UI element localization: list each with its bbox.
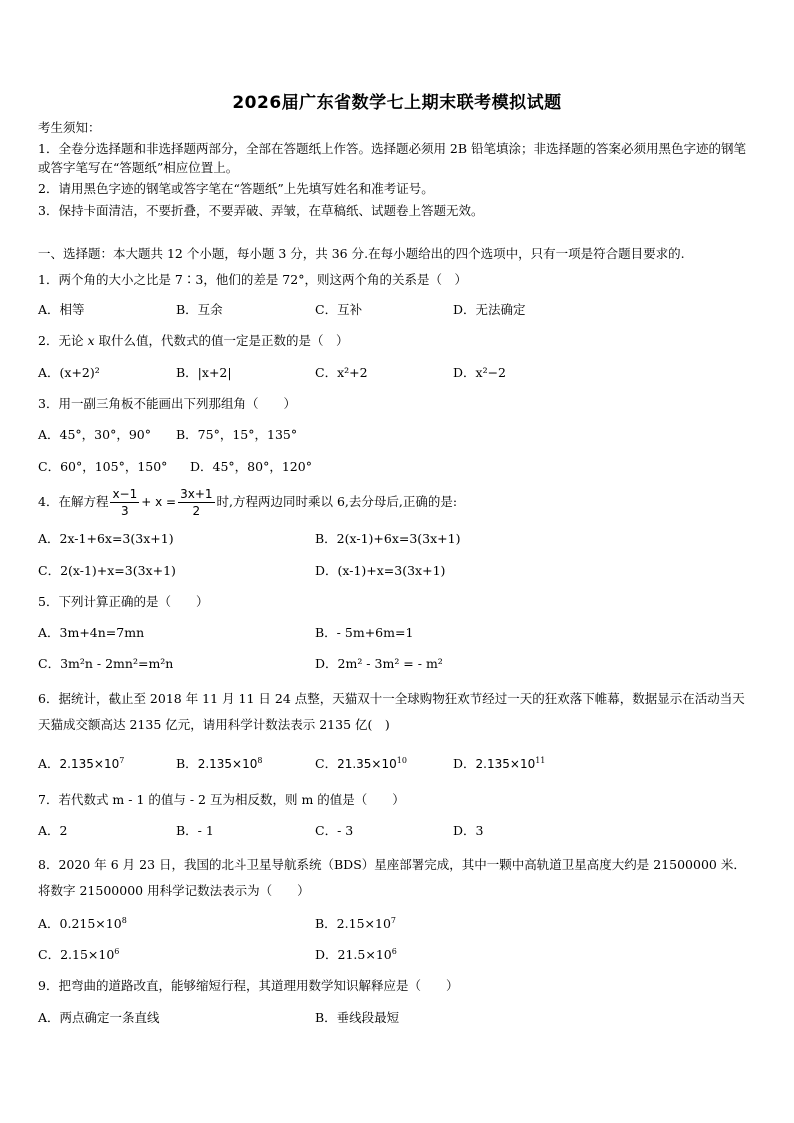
q1-option-d: D．无法确定 <box>453 302 526 317</box>
q6-option-c <box>315 756 407 772</box>
q5-option-c: C．3m²n - 2mn²=m²n <box>38 656 174 671</box>
q4-frac1-numerator: x−1 <box>112 487 138 501</box>
q4-option-d: D．(x-1)+x=3(3x+1) <box>315 563 446 578</box>
question-8-stem: 8．2020 年 6 月 23 日，我国的北斗卫星导航系统（BDS）星座部署完成，其中一颗中高轨道卫星高度大约是 21500000 米．将数字 21500000 用科学记数法表示为（ ） <box>38 857 746 898</box>
q3-option-a: A．45°，30°，90° <box>38 427 151 442</box>
question-9-stem: 9．把弯曲的道路改直，能够缩短行程，其道理用数学知识解释应是（ ） <box>38 978 459 993</box>
question-1-stem: 1．两个角的大小之比是 7∶3，他们的差是 72°，则这两个角的关系是（ ） <box>38 272 467 287</box>
q4-fraction-2 <box>178 486 214 519</box>
q2-stem-pre: 2．无论 <box>38 333 88 348</box>
q4-option-c: C．2(x-1)+x=3(3x+1) <box>38 563 176 578</box>
q2-stem-post: 取什么值，代数式的值一定是正数的是（ ） <box>94 333 349 348</box>
q6-option-b <box>176 756 262 772</box>
q6-d-base: 2.135×10 <box>475 757 536 771</box>
question-2-stem <box>38 333 348 349</box>
q8-option-d <box>315 947 397 963</box>
question-4-stem <box>38 484 457 520</box>
q3-option-d: D．45°，80°，120° <box>190 459 312 474</box>
q8-d-label: D．21.5×10 <box>315 947 392 962</box>
q5-option-b: B．- 5m+6m=1 <box>315 625 414 640</box>
q8-a-label: A．0.215×10 <box>38 916 122 931</box>
q6-a-label: A． <box>38 756 60 771</box>
q4-fraction-1 <box>110 486 139 519</box>
q4-frac2-denominator: 2 <box>192 504 201 518</box>
q4-frac1-denominator: 3 <box>121 504 129 518</box>
q7-option-c: C．- 3 <box>315 823 354 838</box>
q8-d-exp: 6 <box>391 946 397 956</box>
q6-a-exp: 7 <box>119 755 125 765</box>
q6-b-label: B． <box>176 756 198 771</box>
notice-item-1: 1．全卷分选择题和非选择题两部分，全部在答题纸上作答。选择题必须用 2B 铅笔填涂；非选择题的答案必须用黑色字迹的钢笔或答字笔写在“答题纸”相应位置上。 <box>38 141 747 175</box>
q8-option-c <box>38 947 119 963</box>
q9-option-a: A．两点确定一条直线 <box>38 1010 160 1025</box>
notice-heading: 考生须知： <box>38 120 101 135</box>
q4-frac2-numerator: 3x+1 <box>180 487 213 501</box>
q5-option-d: D．2m² - 3m² = - m² <box>315 656 443 671</box>
q7-option-d: D．3 <box>453 823 484 838</box>
q6-c-base: 21.35×10 <box>337 757 397 771</box>
question-6-stem: 6．据统计，截止至 2018 年 11 月 11 日 24 点整，天猫双十一全球购物狂欢节经过一天的狂欢落下帷幕，数据显示在活动当天天猫成交额高达 2135 亿元，请用科学计数法表示 2135 亿( ) <box>38 691 745 732</box>
notice-item-3: 3．保持卡面清洁，不要折叠，不要弄破、弄皱，在草稿纸、试题卷上答题无效。 <box>38 203 484 218</box>
q1-option-b: B．互余 <box>176 302 223 317</box>
q6-option-d <box>453 756 545 772</box>
q6-a-base: 2.135×10 <box>59 757 120 771</box>
q4-option-b: B．2(x-1)+6x=3(3x+1) <box>315 531 461 546</box>
question-7-stem: 7．若代数式 m - 1 的值与 - 2 互为相反数，则 m 的值是（ ） <box>38 792 405 807</box>
q6-c-label: C． <box>315 756 338 771</box>
q4-mid: + x = <box>141 495 177 509</box>
q5-option-a: A．3m+4n=7mn <box>38 625 145 640</box>
q4-stem-post: 时,方程两边同时乘以 6,去分母后,正确的是: <box>216 494 458 509</box>
q8-option-b <box>315 916 396 932</box>
q2-option-b: B．|x+2| <box>176 365 232 380</box>
question-3-stem: 3．用一副三角板不能画出下列那组角（ ） <box>38 396 296 411</box>
question-5-stem: 5．下列计算正确的是（ ） <box>38 594 209 609</box>
q1-option-a: A．相等 <box>38 302 85 317</box>
notice-item-2: 2．请用黑色字迹的钢笔或答字笔在“答题纸”上先填写姓名和准考证号。 <box>38 181 434 196</box>
q8-c-exp: 6 <box>114 946 120 956</box>
q6-option-a <box>38 756 124 772</box>
q6-c-exp: 10 <box>396 755 407 765</box>
q6-b-base: 2.135×10 <box>197 757 258 771</box>
q4-stem-pre: 4．在解方程 <box>38 494 109 509</box>
q6-d-label: D． <box>453 756 476 771</box>
section-heading: 一、选择题：本大题共 12 个小题，每小题 3 分，共 36 分.在每小题给出的四个选项中，只有一项是符合题目要求的. <box>38 246 685 261</box>
q4-option-a: A．2x-1+6x=3(3x+1) <box>38 531 174 546</box>
q7-option-a: A．2 <box>38 823 68 838</box>
q8-b-exp: 7 <box>390 915 396 925</box>
q2-stem-var: x <box>87 333 95 348</box>
page-title: 2026届广东省数学七上期末联考模拟试题 <box>232 93 562 113</box>
q1-option-c: C．互补 <box>315 302 363 317</box>
q6-d-exp: 11 <box>535 755 546 765</box>
q2-option-d: D．x²−2 <box>453 365 507 380</box>
q2-option-a: A．(x+2)² <box>38 365 100 380</box>
q2-option-c: C．x²+2 <box>315 365 368 380</box>
q9-option-b: B．垂线段最短 <box>315 1010 400 1025</box>
q8-a-exp: 8 <box>121 915 127 925</box>
q3-option-b: B．75°，15°，135° <box>176 427 298 442</box>
q8-option-a <box>38 916 127 932</box>
q3-option-c: C．60°，105°，150° <box>38 459 168 474</box>
q7-option-b: B．- 1 <box>176 823 214 838</box>
q6-b-exp: 8 <box>257 755 263 765</box>
q8-c-label: C．2.15×10 <box>38 947 115 962</box>
q8-b-label: B．2.15×10 <box>315 916 391 931</box>
